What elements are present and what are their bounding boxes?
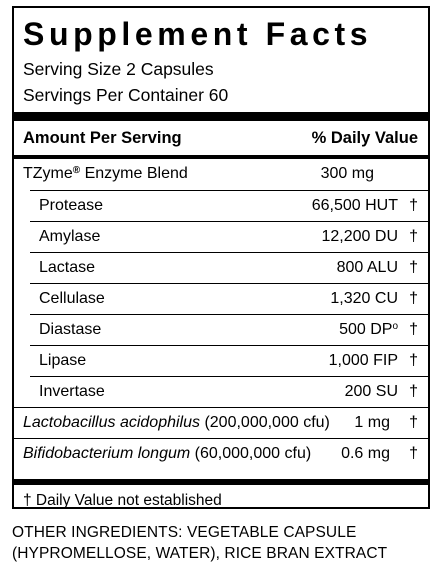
thick-divider (14, 112, 428, 121)
ingredient-name: Protease (39, 197, 104, 214)
ingredient-amount: 500 $DP^o$ (339, 321, 398, 338)
ingredient-amount: 0.6 mg (341, 445, 390, 462)
daily-value-mark: † (409, 321, 418, 338)
daily-value-mark: † (409, 197, 418, 214)
ingredient-amount: 1,320 CU (330, 290, 398, 307)
ingredient-name: Bifidobacterium longum (60,000,000 cfu) (23, 445, 312, 462)
table-row (14, 438, 428, 470)
ingredient-amount: 66,500 HUT (311, 197, 398, 214)
daily-value-footnote: † Daily Value not established (23, 492, 222, 509)
blend-name: TZyme® Enzyme Blend (23, 165, 188, 182)
table-row (14, 407, 428, 439)
degree-mark: o (392, 321, 398, 332)
registered-mark: ® (72, 165, 81, 176)
ingredient-amount: 1 mg (354, 414, 390, 431)
blend-amount: 300 mg (320, 165, 374, 182)
table-row (30, 314, 428, 346)
other-ingredients: OTHER INGREDIENTS: VEGETABLE CAPSULE (HYPROMELLOSE, WATER), RICE BRAN EXTRACT (12, 524, 388, 562)
daily-value-mark: † (409, 228, 418, 245)
footnote-divider (14, 479, 428, 485)
daily-value-mark: † (409, 290, 418, 307)
ingredient-amount: 12,200 DU (321, 228, 398, 245)
ingredient-name: Lactobacillus acidophilus (200,000,000 cfu) (23, 414, 330, 431)
daily-value-mark: † (409, 414, 418, 431)
ingredient-amount: 800 ALU (336, 259, 398, 276)
supplement-facts-panel (12, 6, 430, 509)
daily-value-mark: † (409, 352, 418, 369)
ingredient-amount: 1,000 FIP (328, 352, 398, 369)
table-row (30, 345, 428, 377)
column-header-row (23, 125, 418, 151)
table-row (30, 252, 428, 284)
daily-value-header: % Daily Value (311, 129, 418, 147)
serving-size: Serving Size 2 Capsules (23, 59, 214, 79)
ingredient-name: Cellulase (39, 290, 105, 307)
blend-row (14, 159, 428, 190)
ingredient-name: Amylase (39, 228, 101, 245)
ingredient-name: Lipase (39, 352, 87, 369)
table-row (30, 190, 428, 222)
ingredient-name: Lactase (39, 259, 96, 276)
ingredient-name: Diastase (39, 321, 102, 338)
panel-title: Supplement Facts (23, 16, 373, 52)
ingredient-amount: 200 SU (344, 383, 398, 400)
daily-value-mark: † (409, 259, 418, 276)
table-row (30, 221, 428, 253)
amount-per-serving-header: Amount Per Serving (23, 129, 182, 147)
table-row (30, 376, 428, 408)
ingredient-name: Invertase (39, 383, 105, 400)
table-row (30, 283, 428, 315)
daily-value-mark: † (409, 445, 418, 462)
daily-value-mark: † (409, 383, 418, 400)
servings-per-container: Servings Per Container 60 (23, 85, 229, 105)
